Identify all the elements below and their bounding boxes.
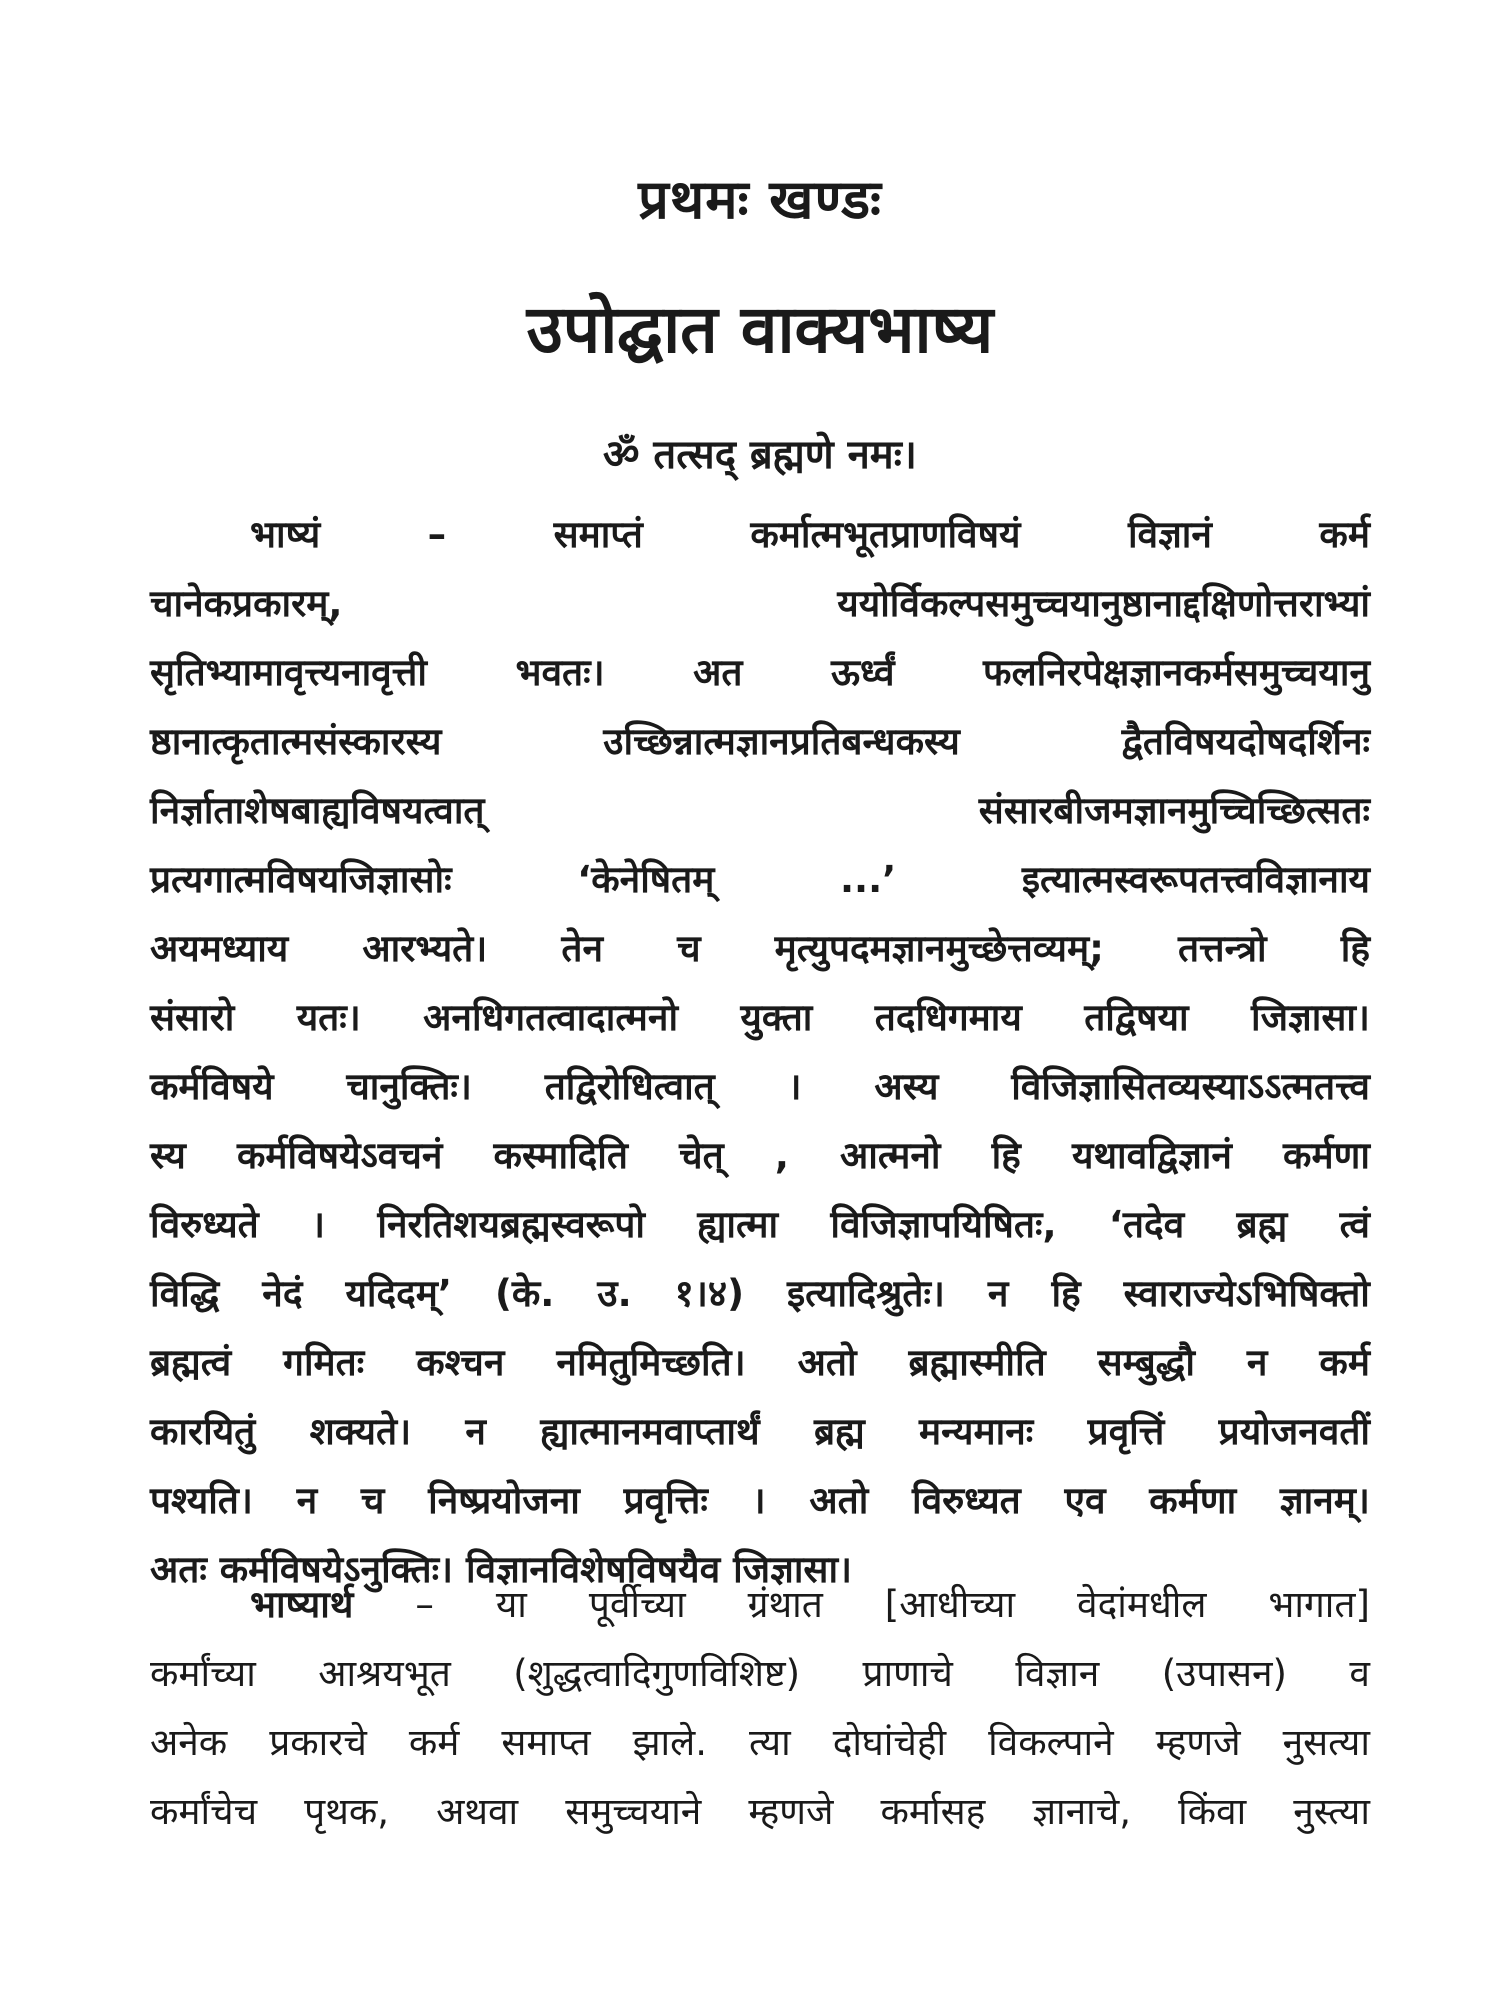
word: प्रकारचे xyxy=(269,1721,367,1764)
word: (शुद्धत्वादिगुणविशिष्ट) xyxy=(513,1652,801,1695)
word: निर्ज्ञाताशेषबाह्यविषयत्वात् xyxy=(150,789,485,832)
word: प्रवृत्तिः xyxy=(623,1479,708,1522)
text-line xyxy=(150,983,1370,1052)
word: च xyxy=(360,1479,385,1522)
word: द्वैतविषयदोषदर्शिनः xyxy=(1121,720,1370,763)
word: निरतिशयब्रह्मस्वरूपो xyxy=(377,1203,645,1246)
word: तत्तन्त्रो xyxy=(1177,927,1267,970)
word: । xyxy=(787,1065,802,1108)
bhashya-paragraph xyxy=(150,500,1370,1604)
word: विज्ञानं xyxy=(1127,513,1212,556)
word: समुच्चयाने xyxy=(565,1790,702,1833)
word: एव xyxy=(1064,1479,1106,1522)
word: अनधिगतत्वादात्मनो xyxy=(423,996,679,1039)
word: विजिज्ञासितव्यस्याऽऽत्मतत्त्व xyxy=(1011,1065,1370,1108)
text-line xyxy=(150,1052,1370,1121)
word: , xyxy=(774,1134,789,1177)
word: ...’ xyxy=(839,858,897,901)
word: कर्मांच्या xyxy=(150,1652,256,1695)
text-line xyxy=(150,1328,1370,1397)
word: अस्य xyxy=(874,1065,939,1108)
text-line xyxy=(150,500,1370,569)
word: ब्रह्म xyxy=(813,1410,865,1453)
invocation-line: ॐ तत्सद् ब्रह्मणे नमः। xyxy=(603,432,917,478)
text-line xyxy=(150,1190,1370,1259)
text-line xyxy=(150,707,1370,776)
word: दोघांचेही xyxy=(832,1721,947,1764)
word: अतो xyxy=(809,1479,869,1522)
word: अयमध्याय xyxy=(150,927,289,970)
text-line xyxy=(150,1708,1370,1777)
word: भवतः। xyxy=(515,651,605,694)
word: विरुध्यत xyxy=(912,1479,1021,1522)
word: यदिदम्’ xyxy=(345,1272,452,1315)
word: न xyxy=(296,1479,318,1522)
word: हि xyxy=(1051,1272,1081,1315)
word: वेदांमधील xyxy=(1077,1583,1207,1626)
word: नुस्त्या xyxy=(1293,1790,1370,1833)
word: [आधीच्या xyxy=(884,1583,1016,1626)
word: चेत् xyxy=(679,1134,724,1177)
word: आरभ्यते। xyxy=(362,927,488,970)
word: च xyxy=(677,927,701,970)
section-title: प्रथमः खण्डः xyxy=(638,168,882,231)
word: कस्मादिति xyxy=(493,1134,628,1177)
word: भागात] xyxy=(1268,1583,1370,1626)
text-line xyxy=(150,845,1370,914)
word: ज्ञानम्। xyxy=(1279,1479,1370,1522)
word: नमितुमिच्छति। xyxy=(556,1341,746,1384)
word: सृतिभ्यामावृत्त्यनावृत्ती xyxy=(150,651,427,694)
word: कर्मासह xyxy=(880,1790,986,1833)
text-line xyxy=(150,1259,1370,1328)
word: विरुध्यते xyxy=(150,1203,259,1246)
text-line xyxy=(150,1466,1370,1535)
word: कर्मविषये xyxy=(150,1065,274,1108)
word: ब्रह्मास्मीति xyxy=(908,1341,1046,1384)
word: ऊर्ध्वं xyxy=(831,651,895,694)
word: ह्यात्मानमवाप्तार्थं xyxy=(540,1410,760,1453)
word: आश्रयभूत xyxy=(318,1652,451,1695)
word: व xyxy=(1349,1652,1370,1695)
word: कर्म xyxy=(1319,1341,1370,1384)
word: सम्बुद्धौ xyxy=(1097,1341,1195,1384)
word: । xyxy=(751,1479,766,1522)
word: विज्ञान xyxy=(1015,1652,1100,1695)
word: स्वाराज्येऽभिषिक्तो xyxy=(1123,1272,1370,1315)
word: उ. xyxy=(597,1272,632,1315)
word: (के. xyxy=(494,1272,555,1315)
word: तद्विषया xyxy=(1084,996,1189,1039)
word: चानेकप्रकारम्, xyxy=(150,582,343,625)
word: पृथक, xyxy=(304,1790,390,1833)
word: कर्मात्मभूतप्राणविषयं xyxy=(750,513,1021,556)
word: विद्धि xyxy=(150,1272,220,1315)
word: संसारो xyxy=(150,996,235,1039)
word: इत्यात्मस्वरूपतत्त्वविज्ञानाय xyxy=(1021,858,1370,901)
word: ज्ञानाचे, xyxy=(1032,1790,1132,1833)
word: मन्यमानः xyxy=(919,1410,1034,1453)
text-line xyxy=(150,1570,1370,1639)
word: – xyxy=(427,513,447,556)
word: । xyxy=(311,1203,326,1246)
word: अतो xyxy=(797,1341,857,1384)
word: इत्यादिश्रुतेः। xyxy=(787,1272,945,1315)
word: (उपासन) xyxy=(1161,1652,1287,1695)
word: कर्मांचेच xyxy=(150,1790,258,1833)
word: स्य xyxy=(150,1134,186,1177)
word: या xyxy=(495,1583,527,1626)
word: कर्मविषयेऽवचनं xyxy=(236,1134,443,1177)
word: न xyxy=(1246,1341,1268,1384)
word: शक्यते। xyxy=(309,1410,412,1453)
text-line xyxy=(150,638,1370,707)
word: विजिज्ञापयिषितः, xyxy=(830,1203,1057,1246)
word: १।४) xyxy=(674,1272,745,1315)
text-line xyxy=(150,1639,1370,1708)
word: म्हणजे xyxy=(1155,1721,1241,1764)
word: म्हणजे xyxy=(748,1790,834,1833)
word: भाष्यं xyxy=(250,513,321,556)
word: अनेक xyxy=(150,1721,228,1764)
word: – xyxy=(415,1583,434,1626)
text-line xyxy=(150,1121,1370,1190)
word: संसारबीजमज्ञानमुच्चिच्छित्सतः xyxy=(978,789,1370,832)
word: ब्रह्मत्वं xyxy=(150,1341,232,1384)
word: मृत्युपदमज्ञानमुच्छेत्तव्यम्; xyxy=(774,927,1104,970)
word: अथवा xyxy=(436,1790,519,1833)
word: झाले. xyxy=(632,1721,707,1764)
text-line xyxy=(150,569,1370,638)
word: पश्यति। xyxy=(150,1479,253,1522)
word: ह्यात्मा xyxy=(697,1203,779,1246)
word: हि xyxy=(1340,927,1370,970)
text-line xyxy=(150,1397,1370,1466)
word: समाप्तं xyxy=(553,513,643,556)
text-line xyxy=(150,914,1370,983)
word: तद्विरोधित्वात् xyxy=(544,1065,715,1108)
word: यतः। xyxy=(296,996,361,1039)
word: अत xyxy=(693,651,743,694)
word: कारयितुं xyxy=(150,1410,256,1453)
word: न xyxy=(987,1272,1009,1315)
text-line: अतः कर्मविषयेऽनुक्तिः। विज्ञानविशेषविषयैव जिज्ञासा। xyxy=(150,1548,853,1591)
word: पूर्वीच्या xyxy=(588,1583,686,1626)
chapter-title: उपोद्घात वाक्यभाष्य xyxy=(526,291,994,368)
word: कश्चन xyxy=(416,1341,505,1384)
word: प्रवृत्तिं xyxy=(1087,1410,1165,1453)
word: विकल्पाने xyxy=(988,1721,1114,1764)
text-line xyxy=(150,1777,1370,1846)
word: ब्रह्म xyxy=(1236,1203,1288,1246)
word: तदधिगमाय xyxy=(874,996,1022,1039)
word: ग्रंथात xyxy=(747,1583,823,1626)
word: युक्ता xyxy=(740,996,813,1039)
word: न xyxy=(465,1410,486,1453)
word: त्या xyxy=(748,1721,791,1764)
word: नेदं xyxy=(262,1272,303,1315)
word: कर्मणा xyxy=(1283,1134,1370,1177)
word: ‘तदेव xyxy=(1108,1203,1185,1246)
word: प्रत्यगात्मविषयजिज्ञासोः xyxy=(150,858,452,901)
bhashyartha-label: भाष्यार्थ xyxy=(250,1583,354,1626)
word: जिज्ञासा। xyxy=(1250,996,1370,1039)
word: समाप्त xyxy=(501,1721,591,1764)
word: प्राणाचे xyxy=(862,1652,953,1695)
word: तेन xyxy=(561,927,603,970)
word: ‘केनेषितम् xyxy=(577,858,715,901)
word: त्वं xyxy=(1339,1203,1370,1246)
word: उच्छिन्नात्मज्ञानप्रतिबन्धकस्य xyxy=(603,720,960,763)
word: निष्प्रयोजना xyxy=(428,1479,580,1522)
text-line xyxy=(150,776,1370,845)
word: ष्ठानात्कृतात्मसंस्कारस्य xyxy=(150,720,442,763)
word: नुसत्या xyxy=(1282,1721,1370,1764)
word: प्रयोजनवतीं xyxy=(1218,1410,1370,1453)
word: कर्म xyxy=(408,1721,460,1764)
bhashyartha-paragraph xyxy=(150,1570,1370,1846)
word: हि xyxy=(991,1134,1021,1177)
word: कर्मणा xyxy=(1149,1479,1237,1522)
word: चानुक्तिः। xyxy=(346,1065,472,1108)
word: गमितः xyxy=(283,1341,365,1384)
document-page xyxy=(150,0,1370,2000)
word: कर्म xyxy=(1319,513,1370,556)
word: फलनिरपेक्षज्ञानकर्मसमुच्चयानु xyxy=(983,651,1370,694)
word: आत्मनो xyxy=(840,1134,941,1177)
word: यथावद्विज्ञानं xyxy=(1071,1134,1232,1177)
word: ययोर्विकल्पसमुच्चयानुष्ठानाद्दक्षिणोत्तराभ्यां xyxy=(837,582,1370,625)
word: किंवा xyxy=(1178,1790,1247,1833)
